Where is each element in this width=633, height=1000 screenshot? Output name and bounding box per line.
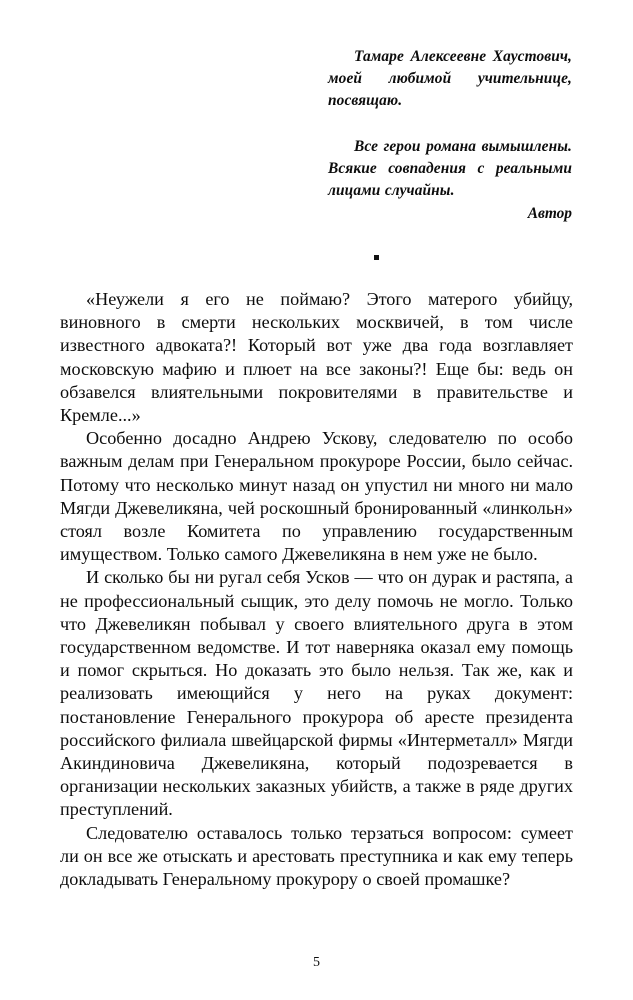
author-signature: Автор [527,205,572,222]
dedication-text: Тамаре Алексеевне Хаустович, моей любимой учительнице, посвящаю. [328,48,572,109]
body-paragraph: И сколько бы ни ругал себя Усков — что он дурак и растяпа, а не профессиональный сыщик, это делу помочь не могло. Только что Джевеликян побывал у своего влиятельного друга в этом государственном ведомстве. И тот наверняка оказал ему помощь и помог скрыться. Но доказать это было нельзя. Так же, как и реализовать имеющийся у него на руках документ: постановление Генерального прокурора об аресте президента российского филиала швейцарской фирмы «Интерметалл» Мягди Акиндиновича Джевеликяна, который подозревается в организации нескольких заказных убийств, а также в ряде других преступлений. [60,567,573,820]
disclaimer-text: Все герои романа вымышлены. Всякие совпадения с реальными лицами случайны. [328,138,572,199]
body-paragraph: Следователю оставалось только терзаться вопросом: сумеет ли он все же отыскать и арестовать преступника и как ему теперь докладывать Генеральному прокурору о своей промашке? [60,822,573,890]
body-paragraph: «Неужели я его не поймаю? Этого матерого убийцу, виновного в смерти нескольких москвичей, в том числе известного адвоката?! Который вот уже два года возглавляет московскую мафию и плюет на все законы?! Еще бы: ведь он обзавелся влиятельными покровителями в правительстве и Кремле...» [60,289,573,426]
epigraph-block [328,46,572,225]
square-dot-ornament-icon [374,255,379,260]
page-number: 5 [313,955,320,970]
body-paragraph: Особенно досадно Андрею Ускову, следователю по особо важным делам при Генеральном прокуроре России, было сейчас. Потому что несколько минут назад он упустил ни много ни мало Мягди Джевеликяна, чей роскошный бронированный «линкольн» стоял возле Комитета по управлению государственным имуществом. Только самого Джевеликяна в нем уже не было. [60,428,573,565]
body-text [60,288,573,891]
